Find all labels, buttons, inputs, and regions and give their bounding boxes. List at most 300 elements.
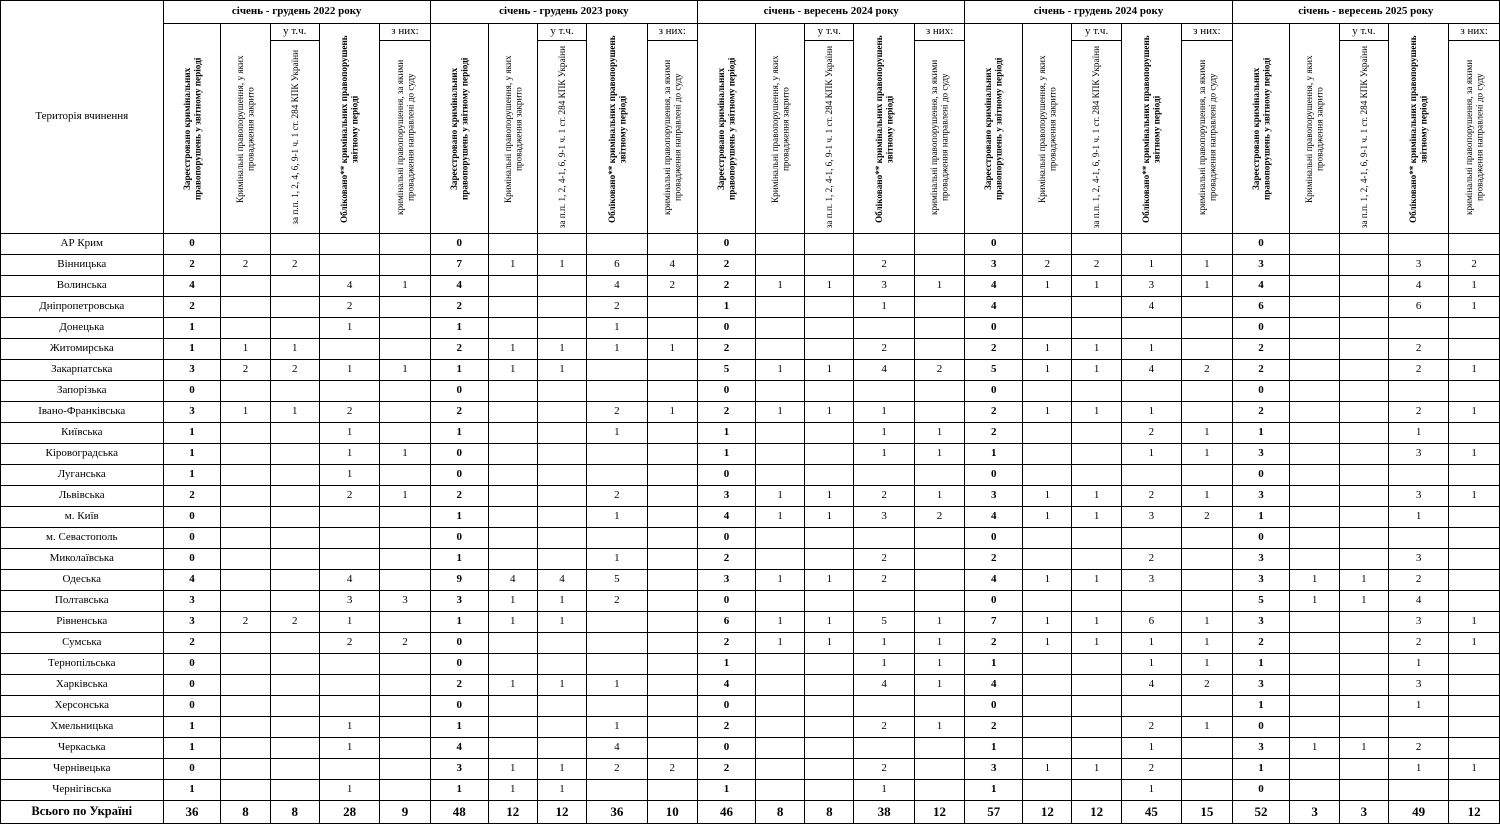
region-name: Львівська bbox=[1, 486, 164, 507]
cell-value bbox=[755, 465, 804, 486]
cell-value bbox=[1072, 780, 1121, 801]
cell-value: 36 bbox=[163, 801, 221, 824]
cell-value bbox=[755, 591, 804, 612]
cell-value bbox=[647, 717, 698, 738]
cell-value bbox=[1023, 738, 1072, 759]
cell-value bbox=[1023, 381, 1072, 402]
cell-value: 1 bbox=[755, 360, 804, 381]
cell-value: 2 bbox=[965, 339, 1023, 360]
cell-value: 1 bbox=[1121, 339, 1181, 360]
cell-value: 1 bbox=[488, 759, 537, 780]
cell-value bbox=[1388, 780, 1448, 801]
region-name: Кіровоградська bbox=[1, 444, 164, 465]
cell-value: 2 bbox=[430, 339, 488, 360]
cell-value: 1 bbox=[1339, 591, 1388, 612]
cell-value bbox=[1072, 465, 1121, 486]
cell-value bbox=[1121, 318, 1181, 339]
cell-value bbox=[647, 612, 698, 633]
cell-value: 6 bbox=[698, 612, 756, 633]
cell-value: 1 bbox=[1290, 591, 1339, 612]
cell-value: 3 bbox=[854, 276, 914, 297]
cell-value: 2 bbox=[430, 675, 488, 696]
cell-value: 0 bbox=[698, 465, 756, 486]
cell-value bbox=[1339, 402, 1388, 423]
cell-value bbox=[1449, 654, 1500, 675]
cell-value bbox=[914, 402, 965, 423]
cell-value bbox=[805, 591, 854, 612]
cell-value: 10 bbox=[647, 801, 698, 824]
cell-value: 2 bbox=[1182, 507, 1233, 528]
cell-value bbox=[647, 423, 698, 444]
cell-value bbox=[1023, 234, 1072, 255]
cell-value: 1 bbox=[163, 318, 221, 339]
cell-value bbox=[755, 780, 804, 801]
cell-value bbox=[854, 318, 914, 339]
cell-value: 1 bbox=[1072, 507, 1121, 528]
cell-value: 1 bbox=[1072, 486, 1121, 507]
cell-value: 1 bbox=[430, 549, 488, 570]
cell-value bbox=[488, 528, 537, 549]
cell-value: 2 bbox=[1388, 402, 1448, 423]
cell-value: 1 bbox=[1023, 402, 1072, 423]
cell-value bbox=[805, 297, 854, 318]
cell-value: 1 bbox=[1182, 717, 1233, 738]
region-name: Чернівецька bbox=[1, 759, 164, 780]
cell-value bbox=[914, 234, 965, 255]
cell-value: 1 bbox=[1072, 339, 1121, 360]
cell-value: 3 bbox=[965, 486, 1023, 507]
cell-value bbox=[319, 759, 379, 780]
cell-value: 2 bbox=[647, 276, 698, 297]
cell-value bbox=[647, 696, 698, 717]
cell-value bbox=[1339, 486, 1388, 507]
cell-value: 3 bbox=[1388, 675, 1448, 696]
cell-value bbox=[647, 381, 698, 402]
cell-value bbox=[1182, 696, 1233, 717]
cell-value: 1 bbox=[1182, 654, 1233, 675]
cell-value: 3 bbox=[965, 255, 1023, 276]
cell-value bbox=[1290, 276, 1339, 297]
cell-value bbox=[805, 465, 854, 486]
cell-value bbox=[488, 444, 537, 465]
cell-value bbox=[914, 465, 965, 486]
cell-value: 1 bbox=[1388, 423, 1448, 444]
cell-value: 8 bbox=[221, 801, 270, 824]
region-name: м. Севастополь bbox=[1, 528, 164, 549]
cell-value bbox=[755, 717, 804, 738]
cell-value bbox=[647, 444, 698, 465]
cell-value bbox=[755, 444, 804, 465]
cell-value: 1 bbox=[1121, 654, 1181, 675]
cell-value: 0 bbox=[430, 234, 488, 255]
period-header-0: січень - грудень 2022 року bbox=[163, 1, 430, 24]
cell-value bbox=[647, 234, 698, 255]
cell-value: 2 bbox=[221, 360, 270, 381]
table-row bbox=[1, 759, 1500, 780]
cell-value bbox=[1339, 507, 1388, 528]
cell-value: 1 bbox=[1182, 444, 1233, 465]
cell-value: 4 bbox=[1121, 360, 1181, 381]
cell-value bbox=[1182, 549, 1233, 570]
subgroup-utch-3: у т.ч. bbox=[1072, 24, 1121, 41]
col-recorded-0: Обліковано** кримінальних правопорушень звітному періоді bbox=[319, 24, 379, 234]
cell-value: 38 bbox=[854, 801, 914, 824]
cell-value bbox=[270, 423, 319, 444]
col-tocourt-1: кримінальні правопорушення, за якими провадження направлені до суду bbox=[647, 41, 698, 234]
cell-value bbox=[270, 507, 319, 528]
cell-value bbox=[1072, 591, 1121, 612]
cell-value: 0 bbox=[430, 444, 488, 465]
cell-value: 7 bbox=[965, 612, 1023, 633]
cell-value bbox=[270, 528, 319, 549]
cell-value: 1 bbox=[1182, 255, 1233, 276]
cell-value: 0 bbox=[698, 528, 756, 549]
cell-value: 0 bbox=[430, 654, 488, 675]
table-row bbox=[1, 738, 1500, 759]
region-name: м. Київ bbox=[1, 507, 164, 528]
cell-value bbox=[1290, 360, 1339, 381]
cell-value bbox=[221, 465, 270, 486]
cell-value: 2 bbox=[1121, 423, 1181, 444]
cell-value: 1 bbox=[914, 276, 965, 297]
cell-value bbox=[221, 444, 270, 465]
cell-value: 1 bbox=[587, 423, 647, 444]
region-name: Запорізька bbox=[1, 381, 164, 402]
cell-value: 3 bbox=[1388, 549, 1448, 570]
cell-value: 2 bbox=[854, 255, 914, 276]
cell-value: 3 bbox=[163, 360, 221, 381]
cell-value: 1 bbox=[270, 339, 319, 360]
region-name: Чернігівська bbox=[1, 780, 164, 801]
cell-value: 1 bbox=[1449, 759, 1500, 780]
cell-value: 1 bbox=[319, 465, 379, 486]
cell-value bbox=[488, 654, 537, 675]
cell-value bbox=[854, 528, 914, 549]
cell-value: 3 bbox=[1388, 444, 1448, 465]
cell-value bbox=[270, 759, 319, 780]
cell-value bbox=[270, 633, 319, 654]
cell-value: 0 bbox=[163, 507, 221, 528]
region-name: Херсонська bbox=[1, 696, 164, 717]
cell-value bbox=[1339, 423, 1388, 444]
cell-value bbox=[914, 297, 965, 318]
cell-value bbox=[1449, 738, 1500, 759]
cell-value: 1 bbox=[755, 486, 804, 507]
cell-value bbox=[1290, 486, 1339, 507]
cell-value: 4 bbox=[587, 738, 647, 759]
cell-value: 2 bbox=[1388, 339, 1448, 360]
cell-value: 0 bbox=[430, 381, 488, 402]
cell-value bbox=[805, 738, 854, 759]
cell-value: 1 bbox=[854, 444, 914, 465]
cell-value: 5 bbox=[1232, 591, 1290, 612]
cell-value: 2 bbox=[163, 297, 221, 318]
cell-value: 0 bbox=[163, 549, 221, 570]
cell-value bbox=[221, 570, 270, 591]
cell-value bbox=[221, 381, 270, 402]
cell-value bbox=[1339, 234, 1388, 255]
cell-value bbox=[647, 780, 698, 801]
cell-value: 1 bbox=[587, 549, 647, 570]
cell-value: 0 bbox=[698, 318, 756, 339]
cell-value: 3 bbox=[1232, 612, 1290, 633]
cell-value bbox=[221, 507, 270, 528]
cell-value: 1 bbox=[1290, 570, 1339, 591]
region-name: Житомирська bbox=[1, 339, 164, 360]
cell-value: 1 bbox=[587, 717, 647, 738]
cell-value: 1 bbox=[755, 507, 804, 528]
cell-value bbox=[221, 717, 270, 738]
cell-value bbox=[380, 570, 431, 591]
cell-value bbox=[755, 654, 804, 675]
cell-value: 3 bbox=[163, 612, 221, 633]
cell-value: 12 bbox=[914, 801, 965, 824]
cell-value bbox=[1023, 318, 1072, 339]
cell-value: 1 bbox=[1339, 738, 1388, 759]
cell-value bbox=[380, 738, 431, 759]
cell-value bbox=[805, 759, 854, 780]
cell-value: 0 bbox=[163, 381, 221, 402]
cell-value bbox=[380, 234, 431, 255]
cell-value bbox=[270, 465, 319, 486]
cell-value bbox=[270, 297, 319, 318]
table-row bbox=[1, 297, 1500, 318]
cell-value bbox=[914, 528, 965, 549]
cell-value: 1 bbox=[1121, 444, 1181, 465]
table-row bbox=[1, 717, 1500, 738]
region-name: АР Крим bbox=[1, 234, 164, 255]
cell-value: 57 bbox=[965, 801, 1023, 824]
cell-value: 0 bbox=[965, 528, 1023, 549]
cell-value: 1 bbox=[854, 297, 914, 318]
cell-value bbox=[914, 255, 965, 276]
cell-value: 4 bbox=[488, 570, 537, 591]
cell-value bbox=[537, 423, 586, 444]
cell-value: 46 bbox=[698, 801, 756, 824]
cell-value: 2 bbox=[965, 717, 1023, 738]
cell-value: 2 bbox=[1182, 675, 1233, 696]
cell-value bbox=[380, 381, 431, 402]
cell-value: 1 bbox=[587, 318, 647, 339]
cell-value bbox=[587, 381, 647, 402]
cell-value bbox=[755, 675, 804, 696]
cell-value: 1 bbox=[163, 780, 221, 801]
cell-value: 1 bbox=[805, 507, 854, 528]
table-row bbox=[1, 486, 1500, 507]
cell-value: 1 bbox=[163, 339, 221, 360]
cell-value: 1 bbox=[854, 780, 914, 801]
period-header-3: січень - грудень 2024 року bbox=[965, 1, 1232, 24]
cell-value: 12 bbox=[1072, 801, 1121, 824]
cell-value: 2 bbox=[1121, 759, 1181, 780]
col-registered-3: Зареєстровано кримінальних правопорушень у звітному періоді bbox=[965, 24, 1023, 234]
cell-value bbox=[755, 738, 804, 759]
cell-value bbox=[1388, 381, 1448, 402]
cell-value: 2 bbox=[1072, 255, 1121, 276]
cell-value: 0 bbox=[430, 633, 488, 654]
region-name: Хмельницька bbox=[1, 717, 164, 738]
cell-value: 4 bbox=[319, 276, 379, 297]
cell-value: 4 bbox=[965, 507, 1023, 528]
cell-value bbox=[805, 549, 854, 570]
cell-value: 1 bbox=[430, 423, 488, 444]
cell-value bbox=[1072, 297, 1121, 318]
cell-value bbox=[270, 234, 319, 255]
cell-value bbox=[270, 696, 319, 717]
region-name: Луганська bbox=[1, 465, 164, 486]
cell-value: 2 bbox=[965, 549, 1023, 570]
cell-value: 1 bbox=[380, 444, 431, 465]
cell-value bbox=[1290, 654, 1339, 675]
col-article-4: за п.п. 1, 2, 4-1, 6, 9-1 ч. 1 ст. 284 КПК України bbox=[1339, 41, 1388, 234]
cell-value bbox=[1290, 507, 1339, 528]
cell-value bbox=[1182, 465, 1233, 486]
cell-value bbox=[221, 654, 270, 675]
cell-value: 0 bbox=[163, 696, 221, 717]
cell-value: 3 bbox=[430, 759, 488, 780]
cell-value bbox=[221, 549, 270, 570]
cell-value bbox=[1182, 759, 1233, 780]
cell-value: 2 bbox=[698, 339, 756, 360]
cell-value bbox=[914, 591, 965, 612]
cell-value bbox=[914, 780, 965, 801]
cell-value: 1 bbox=[270, 402, 319, 423]
cell-value: 4 bbox=[1388, 276, 1448, 297]
cell-value bbox=[1023, 528, 1072, 549]
cell-value: 2 bbox=[1182, 360, 1233, 381]
cell-value: 4 bbox=[1388, 591, 1448, 612]
cell-value: 4 bbox=[163, 276, 221, 297]
cell-value bbox=[755, 528, 804, 549]
cell-value bbox=[1449, 780, 1500, 801]
region-name: Київська bbox=[1, 423, 164, 444]
cell-value: 1 bbox=[1072, 570, 1121, 591]
cell-value bbox=[270, 381, 319, 402]
cell-value bbox=[488, 465, 537, 486]
cell-value bbox=[1290, 339, 1339, 360]
cell-value bbox=[1121, 381, 1181, 402]
cell-value: 1 bbox=[647, 339, 698, 360]
cell-value: 1 bbox=[319, 780, 379, 801]
cell-value: 2 bbox=[647, 759, 698, 780]
cell-value bbox=[221, 780, 270, 801]
cell-value: 1 bbox=[1449, 297, 1500, 318]
table-row bbox=[1, 444, 1500, 465]
cell-value: 1 bbox=[755, 276, 804, 297]
cell-value: 2 bbox=[1023, 255, 1072, 276]
cell-value bbox=[1339, 297, 1388, 318]
col-closed-2: Кримінальні правопорушення, у яких провадження закрито bbox=[755, 24, 804, 234]
cell-value: 1 bbox=[755, 633, 804, 654]
cell-value bbox=[1339, 633, 1388, 654]
cell-value bbox=[1339, 696, 1388, 717]
cell-value: 1 bbox=[319, 423, 379, 444]
cell-value: 1 bbox=[698, 780, 756, 801]
cell-value bbox=[1339, 780, 1388, 801]
cell-value: 5 bbox=[965, 360, 1023, 381]
cell-value: 2 bbox=[1121, 486, 1181, 507]
cell-value: 2 bbox=[854, 570, 914, 591]
cell-value: 2 bbox=[319, 297, 379, 318]
cell-value bbox=[1072, 444, 1121, 465]
col-registered-0: Зареєстровано кримінальних правопорушень у звітному періоді bbox=[163, 24, 221, 234]
cell-value: 1 bbox=[1072, 402, 1121, 423]
cell-value: 1 bbox=[587, 507, 647, 528]
cell-value bbox=[488, 717, 537, 738]
cell-value: 2 bbox=[1449, 255, 1500, 276]
cell-value: 1 bbox=[854, 402, 914, 423]
cell-value: 1 bbox=[698, 423, 756, 444]
cell-value: 2 bbox=[587, 759, 647, 780]
cell-value bbox=[1290, 318, 1339, 339]
cell-value: 1 bbox=[1388, 654, 1448, 675]
cell-value bbox=[1339, 444, 1388, 465]
cell-value bbox=[1339, 318, 1388, 339]
cell-value: 4 bbox=[537, 570, 586, 591]
cell-value: 5 bbox=[854, 612, 914, 633]
subgroup-znyh-4: з них: bbox=[1449, 24, 1500, 41]
cell-value bbox=[488, 234, 537, 255]
cell-value bbox=[380, 549, 431, 570]
col-article-1: за п.п. 1, 2, 4-1, 6, 9-1 ч. 1 ст. 284 КПК України bbox=[537, 41, 586, 234]
cell-value: 1 bbox=[1232, 696, 1290, 717]
cell-value bbox=[914, 318, 965, 339]
cell-value: 4 bbox=[965, 276, 1023, 297]
cell-value: 3 bbox=[1232, 549, 1290, 570]
cell-value bbox=[755, 381, 804, 402]
cell-value: 2 bbox=[163, 633, 221, 654]
cell-value bbox=[1449, 381, 1500, 402]
cell-value: 1 bbox=[1290, 738, 1339, 759]
cell-value bbox=[647, 360, 698, 381]
table-row bbox=[1, 696, 1500, 717]
cell-value: 3 bbox=[1121, 276, 1181, 297]
cell-value: 0 bbox=[163, 654, 221, 675]
cell-value: 1 bbox=[965, 738, 1023, 759]
cell-value: 2 bbox=[587, 297, 647, 318]
cell-value: 1 bbox=[1023, 486, 1072, 507]
cell-value bbox=[805, 780, 854, 801]
cell-value: 1 bbox=[914, 675, 965, 696]
region-name: Івано-Франківська bbox=[1, 402, 164, 423]
cell-value bbox=[270, 570, 319, 591]
cell-value: 2 bbox=[854, 486, 914, 507]
col-recorded-1: Обліковано** кримінальних правопорушень звітному періоді bbox=[587, 24, 647, 234]
cell-value bbox=[805, 675, 854, 696]
cell-value: 1 bbox=[1023, 612, 1072, 633]
col-article-3: за п.п. 1, 2, 4-1, 6, 9-1 ч. 1 ст. 284 КПК України bbox=[1072, 41, 1121, 234]
cell-value bbox=[1290, 255, 1339, 276]
cell-value: 4 bbox=[163, 570, 221, 591]
subgroup-utch-2: у т.ч. bbox=[805, 24, 854, 41]
cell-value: 1 bbox=[698, 654, 756, 675]
cell-value bbox=[1449, 339, 1500, 360]
cell-value bbox=[537, 444, 586, 465]
table-total-row bbox=[1, 801, 1500, 824]
cell-value bbox=[319, 339, 379, 360]
cell-value: 1 bbox=[163, 423, 221, 444]
cell-value: 1 bbox=[537, 255, 586, 276]
subgroup-utch-1: у т.ч. bbox=[537, 24, 586, 41]
cell-value bbox=[755, 318, 804, 339]
cell-value bbox=[647, 318, 698, 339]
cell-value: 1 bbox=[805, 612, 854, 633]
cell-value: 1 bbox=[1121, 402, 1181, 423]
cell-value bbox=[1182, 738, 1233, 759]
cell-value: 49 bbox=[1388, 801, 1448, 824]
cell-value: 0 bbox=[698, 591, 756, 612]
cell-value bbox=[537, 549, 586, 570]
